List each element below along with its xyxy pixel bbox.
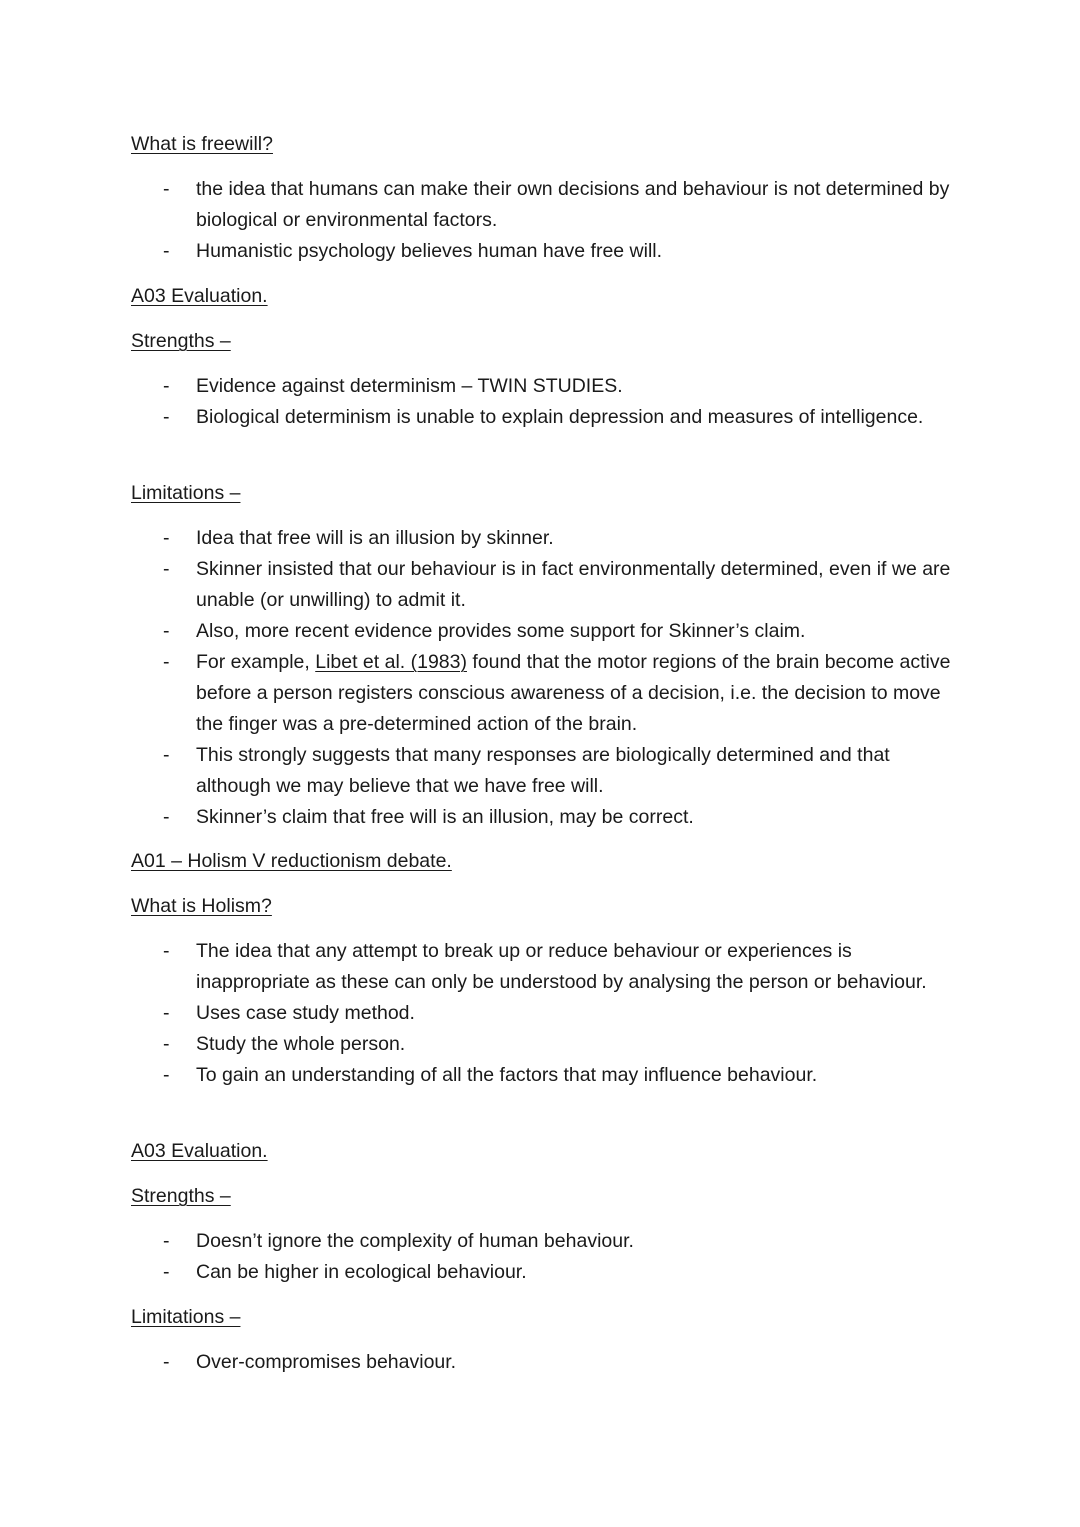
holism-list (0, 936, 961, 1091)
limitations-list-2 (0, 1347, 961, 1378)
list-item: - Over-compromises behaviour. (0, 1347, 961, 1378)
list-item: - Study the whole person. (0, 1029, 961, 1060)
limitations-heading: Limitations – (131, 482, 241, 504)
example-suffix: found that the motor regions of the brain become active before a person registers conscious awareness of a decision, i.e. the decision to move the finger was a pre-determined action of the brain. (196, 651, 951, 735)
strengths-heading-2: Strengths – (131, 1185, 231, 1207)
freewill-heading: What is freewill? (131, 133, 273, 155)
list-item: - The idea that any attempt to break up or reduce behaviour or experiences is inappropriate as these can only be understood by analysing the person or behaviour. (0, 936, 961, 998)
citation-link[interactable]: Libet et al. (1983) (315, 651, 467, 673)
strengths-list (0, 371, 961, 433)
freewill-list (0, 174, 961, 267)
example-prefix: For example, (196, 651, 316, 673)
list-item: - Uses case study method. (0, 998, 961, 1029)
holism-debate-heading: A01 – Holism V reductionism debate. (131, 850, 452, 872)
list-item: - Skinner’s claim that free will is an illusion, may be correct. (0, 802, 961, 833)
list-item: - Biological determinism is unable to explain depression and measures of intelligence. (0, 402, 961, 433)
list-item: - the idea that humans can make their own decisions and behaviour is not determined by biological or environmental factors. (0, 174, 961, 236)
evaluation-heading: A03 Evaluation. (131, 285, 268, 307)
strengths-heading: Strengths – (131, 330, 231, 352)
list-item: - Humanistic psychology believes human have free will. (0, 236, 961, 267)
evaluation-heading-2: A03 Evaluation. (131, 1140, 268, 1162)
limitations-list (0, 523, 961, 833)
list-item: - Evidence against determinism – TWIN STUDIES. (0, 371, 961, 402)
strengths-list-2 (0, 1226, 961, 1288)
list-item: - Skinner insisted that our behaviour is in fact environmentally determined, even if we are unable (or unwilling) to admit it. (0, 554, 961, 616)
list-item (0, 647, 961, 740)
list-item: - Idea that free will is an illusion by skinner. (0, 523, 961, 554)
list-item: - This strongly suggests that many responses are biologically determined and that although we may believe that we have free will. (0, 740, 961, 802)
list-item: - Doesn’t ignore the complexity of human behaviour. (0, 1226, 961, 1257)
limitations-heading-2: Limitations – (131, 1306, 241, 1328)
holism-heading: What is Holism? (131, 895, 272, 917)
list-item: - Also, more recent evidence provides some support for Skinner’s claim. (0, 616, 961, 647)
list-item: - To gain an understanding of all the factors that may influence behaviour. (0, 1060, 961, 1091)
list-item: - Can be higher in ecological behaviour. (0, 1257, 961, 1288)
